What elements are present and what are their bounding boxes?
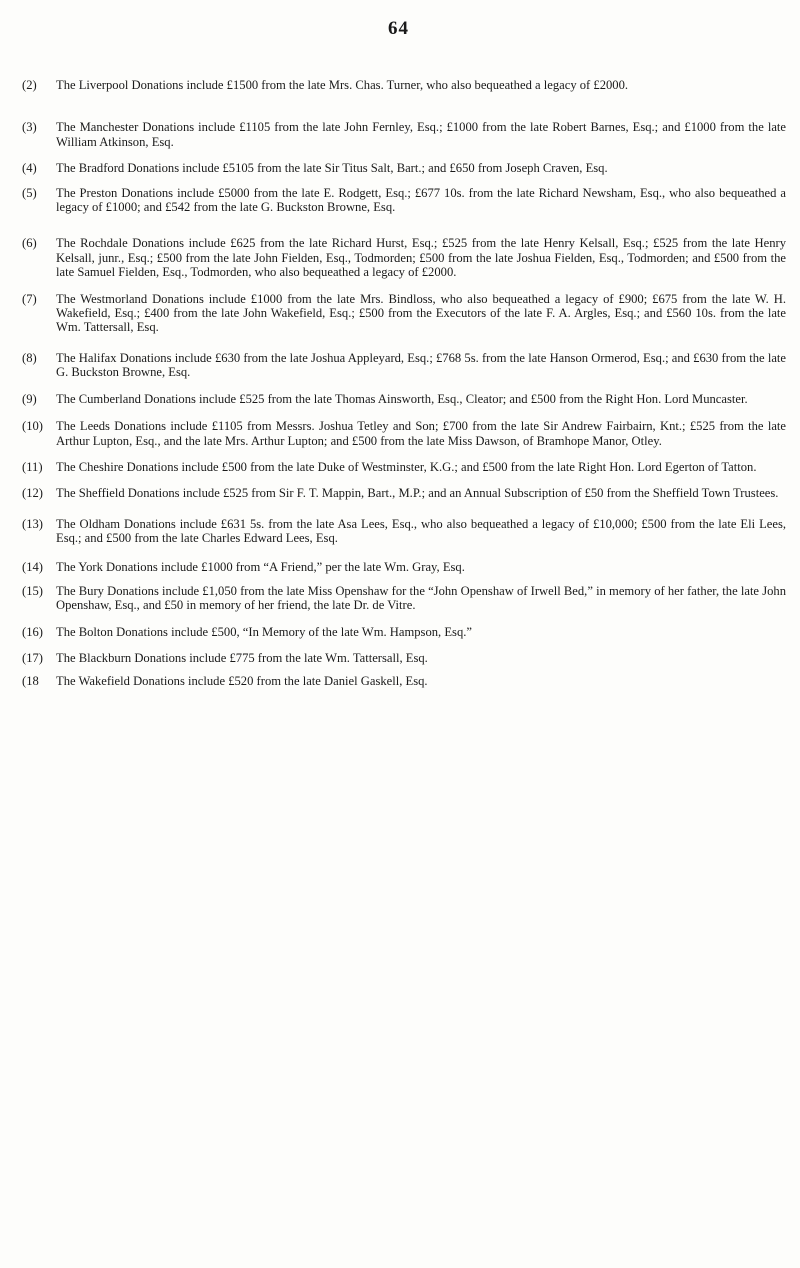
entry-text: The Cheshire Donations include £500 from the late Duke of Westminster, K.G.; and £500 from the late Right Hon. Lord Egerton of Tatton.: [56, 459, 757, 474]
page-number: 64: [388, 18, 409, 39]
entry-number: (8): [22, 350, 37, 365]
donation-entry: [22, 486, 786, 500]
entry-number: (14): [22, 559, 43, 574]
entry-text: The Halifax Donations include £630 from the late Joshua Appleyard, Esq.; £768 5s. from the late Hanson Ormerod, Esq.; and £630 from the late G. Buckston Browne, Esq.: [56, 350, 786, 380]
donation-entry: [22, 351, 786, 380]
donation-entry: [22, 560, 786, 574]
entry-number: (17): [22, 651, 43, 666]
entry-text: The Cumberland Donations include £525 from the late Thomas Ainsworth, Esq., Cleator; and £500 from the Right Hon. Lord Muncaster.: [56, 391, 748, 406]
entry-number: (12): [22, 486, 43, 501]
donation-entry: [22, 392, 786, 406]
entry-text: The Oldham Donations include £631 5s. from the late Asa Lees, Esq., who also bequeathed a legacy of £10,000; £500 from the late Eli Lees, Esq.; and £500 from the late Charles Edward Lees, Esq.: [56, 516, 786, 546]
entry-text: The Sheffield Donations include £525 from Sir F. T. Mappin, Bart., M.P.; and an Annual Subscription of £50 from the Sheffield Town Trustees.: [56, 486, 779, 501]
donations-list: [22, 78, 786, 698]
entry-text: The Liverpool Donations include £1500 from the late Mrs. Chas. Turner, who also bequeathed a legacy of £2000.: [56, 78, 629, 92]
entry-number: (4): [22, 161, 37, 176]
entry-number: (10): [22, 419, 43, 434]
donation-entry: [22, 460, 786, 474]
entry-number: (11): [22, 459, 43, 474]
entry-number: (2): [22, 78, 37, 92]
entry-text: The Bradford Donations include £5105 from the late Sir Titus Salt, Bart.; and £650 from Joseph Craven, Esq.: [56, 161, 608, 176]
entry-text: The Leeds Donations include £1105 from Messrs. Joshua Tetley and Son; £700 from the late Sir Andrew Fairbairn, Knt.; £525 from the late Arthur Lupton, Esq., and the late Mrs. Arthur Lupton; and £500 from the late Miss Dawson, of Bramhope Manor, Otley.: [56, 419, 786, 448]
donation-entry: [22, 625, 786, 639]
entry-text: The Manchester Donations include £1105 from the late John Fernley, Esq.; £1000 from the late Robert Barnes, Esq.; and £1000 from the late William Atkinson, Esq.: [56, 120, 786, 149]
donation-entry: [22, 120, 786, 149]
entry-number: (13): [22, 516, 43, 531]
donation-entry: [22, 78, 786, 92]
donation-entry: [22, 517, 786, 546]
entry-text: The Bolton Donations include £500, “In Memory of the late Wm. Hampson, Esq.”: [56, 624, 472, 639]
entry-number: (15): [22, 583, 43, 598]
donation-entry: [22, 236, 786, 279]
entry-text: The Preston Donations include £5000 from the late E. Rodgett, Esq.; £677 10s. from the late Richard Newsham, Esq., who also bequeathed a legacy of £1000; and £542 from the late G. Buckston Browne, Esq.: [56, 185, 786, 215]
donation-entry: [22, 584, 786, 613]
donation-entry: [22, 419, 786, 448]
entry-number: (3): [22, 120, 37, 135]
entry-number: (18: [22, 673, 39, 688]
entry-text: The Bury Donations include £1,050 from the late Miss Openshaw for the “John Openshaw of Irwell Bed,” in memory of her father, the late John Openshaw, Esq., and £50 in memory of her friend, the late Dr. de Vitre.: [56, 583, 786, 613]
entry-number: (5): [22, 185, 37, 200]
donation-entry: [22, 674, 786, 688]
entry-number: (6): [22, 236, 37, 251]
entry-number: (7): [22, 291, 37, 306]
entry-text: The Blackburn Donations include £775 from the late Wm. Tattersall, Esq.: [56, 651, 428, 666]
entry-number: (16): [22, 624, 43, 639]
entry-text: The Wakefield Donations include £520 from the late Daniel Gaskell, Esq.: [56, 673, 428, 688]
donation-entry: [22, 161, 786, 175]
entry-text: The York Donations include £1000 from “A Friend,” per the late Wm. Gray, Esq.: [56, 559, 465, 574]
donation-entry: [22, 651, 786, 665]
entry-text: The Westmorland Donations include £1000 from the late Mrs. Bindloss, who also bequeathed a legacy of £900; £675 from the late W. H. Wakefield, Esq.; £400 from the late John Wakefield, Esq.; £500 from the Executors of the late F. A. Argles, Esq.; and £560 10s. from the late Wm. Tattersall, Esq.: [56, 291, 786, 335]
entry-number: (9): [22, 391, 37, 406]
donation-entry: [22, 186, 786, 215]
donation-entry: [22, 292, 786, 335]
entry-text: The Rochdale Donations include £625 from the late Richard Hurst, Esq.; £525 from the late Henry Kelsall, Esq.; £525 from the late Henry Kelsall, junr., Esq.; £500 from the late John Fielden, Esq., Todmorden; £500 from the late Joshua Fielden, Esq., Todmorden; and £500 from the late Samuel Fielden, Esq., Todmorden, who also bequeathed a legacy of £2000.: [56, 236, 786, 280]
